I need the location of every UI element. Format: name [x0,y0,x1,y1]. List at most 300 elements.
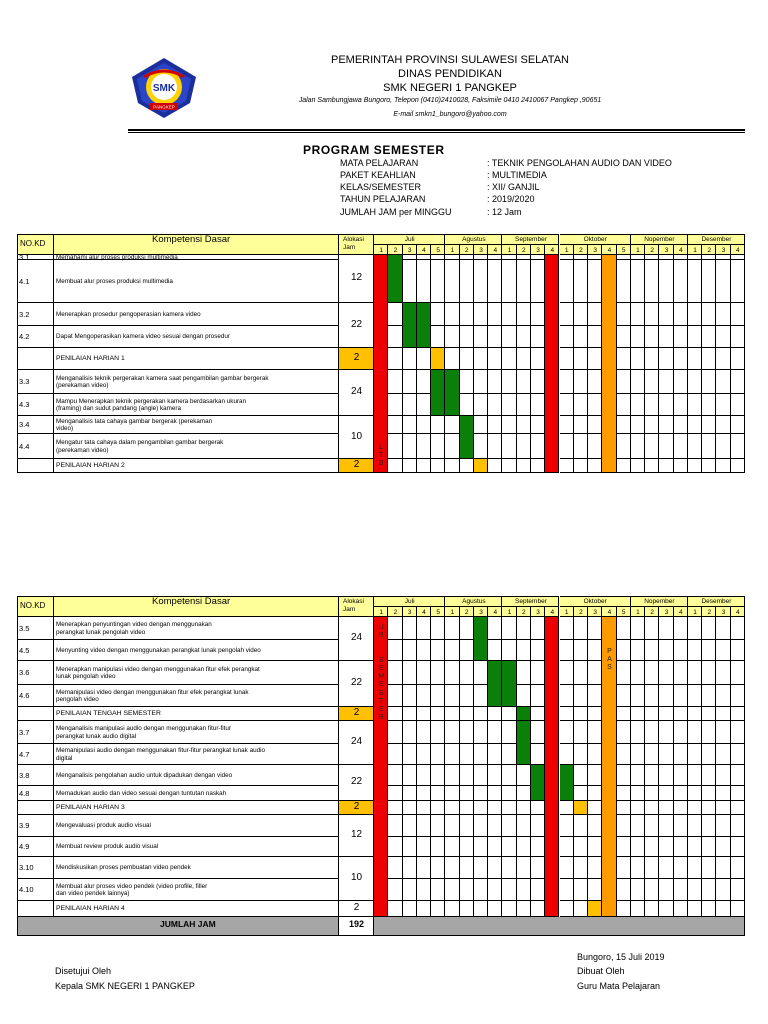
gantt-cell [531,661,545,685]
gantt-cell [731,661,745,685]
gantt-cell [631,721,645,744]
gantt-cell [659,416,673,434]
school-logo [130,57,198,119]
gantt-cell [688,765,702,786]
gantt-cell [560,640,574,661]
gantt-cell [731,348,745,370]
header-week-label: 1 [564,246,569,254]
gantt-cell [731,721,745,744]
gantt-cell [588,434,602,459]
alokasi-value: 24 [350,386,363,397]
header-week-label: 2 [464,608,469,616]
gantt-bar-red [545,255,559,473]
gantt-cell [517,801,531,815]
gantt-cell [502,348,516,370]
header-week-label: 4 [678,608,683,616]
gantt-cell [488,721,502,744]
gantt-bar-green [488,661,502,707]
gantt-cell [431,901,445,917]
gantt-cell [445,416,459,434]
kd-text: digital [56,754,73,762]
header-week-label: 4 [607,246,612,254]
gantt-cell [517,815,531,837]
gantt-cell [502,786,516,801]
gantt-cell [460,303,474,326]
gantt-cell [574,640,588,661]
kd-text: (perekaman video) [56,382,109,389]
alokasi-value: 24 [350,736,363,747]
alokasi-value: 2 [353,707,360,718]
gantt-cell [617,744,631,765]
gantt-cell [502,765,516,786]
gantt-cell [531,901,545,917]
gantt-cell [688,326,702,348]
gantt-cell [474,857,488,879]
gantt-cell [460,901,474,917]
alokasi-value: 10 [350,430,363,442]
gantt-cell [388,459,402,473]
gantt-cell [716,370,730,394]
header-week-label: 3 [407,608,412,616]
gantt-cell [531,707,545,721]
gantt-cell [488,459,502,473]
gantt-cell [403,707,417,721]
gantt-cell [702,661,716,685]
vertical-label-letter: S [378,689,384,697]
gantt-cell [702,617,716,640]
gantt-cell [574,786,588,801]
gantt-cell [574,434,588,459]
gantt-cell [445,326,459,348]
total-label: JUMLAH JAM [160,919,216,929]
gantt-cell [474,707,488,721]
gantt-cell [716,459,730,473]
gantt-cell [674,786,688,801]
gantt-bar-green [403,303,417,348]
gantt-cell [645,837,659,857]
gantt-cell [417,434,431,459]
gantt-cell [417,394,431,416]
kd-number: 3.9 [19,821,30,830]
header-week-label: 4 [678,246,683,254]
gantt-cell [716,303,730,326]
gantt-cell [688,416,702,434]
gantt-cell [588,765,602,786]
gantt-cell [588,661,602,685]
gantt-cell [688,434,702,459]
gantt-cell [631,744,645,765]
gantt-cell [531,394,545,416]
kd-text: Memanipulasi video dengan menggunakan fitur efek perangkat lunak [56,688,249,696]
gantt-cell [488,901,502,917]
header-week-label: 1 [379,246,383,254]
header-week-label: 1 [564,608,569,616]
gantt-cell [631,434,645,459]
gantt-cell [431,303,445,326]
gantt-cell [474,786,488,801]
gantt-cell [460,765,474,786]
gantt-cell [716,721,730,744]
gantt-cell [488,394,502,416]
gantt-cell [688,348,702,370]
gantt-cell [403,348,417,370]
gantt-cell [674,394,688,416]
gantt-cell [574,459,588,473]
gantt-cell [417,857,431,879]
alokasi-value: 10 [350,872,363,883]
kd-text: pengolah video [56,696,99,703]
header-school: SMK NEGERI 1 PANGKEP [383,82,517,94]
gantt-cell [674,260,688,303]
gantt-cell [645,857,659,879]
gantt-cell [645,370,659,394]
gantt-cell [560,685,574,707]
gantt-cell [560,815,574,837]
gantt-cell [403,685,417,707]
kd-text: Menyunting video dengan menggunakan perangkat lunak pengolah video [56,646,261,654]
gantt-cell [445,348,459,370]
gantt-cell [716,434,730,459]
gantt-cell [488,707,502,721]
gantt-cell [688,744,702,765]
gantt-cell [588,837,602,857]
gantt-cell [645,640,659,661]
gantt-cell [517,661,531,685]
gantt-bar-green [531,765,545,801]
gantt-cell [688,879,702,901]
gantt-cell [716,801,730,815]
gantt-cell [417,901,431,917]
gantt-cell [531,326,545,348]
gantt-cell [445,617,459,640]
gantt-cell [431,459,445,473]
header-week-label: 5 [621,246,626,254]
gantt-cell [403,837,417,857]
kd-text: Mengevaluasi produk audio visual [56,822,151,830]
gantt-cell [688,901,702,917]
gantt-cell [560,394,574,416]
header-no-kd: NO.KD [20,601,46,610]
alokasi-value: 2 [353,459,360,470]
gantt-cell [403,857,417,879]
gantt-cell [445,744,459,765]
kd-text: Memanipulasi audio dengan menggunakan fitur-fitur perangkat lunak audio [56,747,265,754]
gantt-bar-yellow [474,459,488,473]
gantt-cell [645,617,659,640]
gantt-cell [731,260,745,303]
gantt-cell [688,707,702,721]
kd-text: Memahami alur proses produksi multimedia [56,253,178,261]
header-week-label: 3 [721,246,726,254]
gantt-cell [588,459,602,473]
gantt-bar-red [374,255,388,473]
made-by-label: Dibuat Oleh [577,966,625,976]
gantt-cell [702,879,716,901]
gantt-cell [417,459,431,473]
header-week-label: 2 [464,246,469,254]
gantt-cell [674,857,688,879]
gantt-cell [588,721,602,744]
gantt-cell [716,707,730,721]
gantt-cell [431,744,445,765]
kd-text: perangkat lunak pengolah video [56,628,146,636]
gantt-cell [659,765,673,786]
gantt-cell [417,707,431,721]
gantt-cell [388,721,402,744]
gantt-cell [645,416,659,434]
vertical-label-letter: A [607,656,612,664]
header-week-label: 5 [621,608,626,616]
total-value: 192 [348,919,365,929]
gantt-cell [474,744,488,765]
header-rule [128,129,745,131]
gantt-cell [488,801,502,815]
gantt-cell [645,685,659,707]
gantt-cell [702,786,716,801]
gantt-cell [574,707,588,721]
gantt-cell [431,786,445,801]
gantt-cell [417,801,431,815]
header-month-label: Oktober [583,236,607,243]
gantt-cell [645,879,659,901]
gantt-cell [502,815,516,837]
kd-number: 4.8 [19,788,30,798]
gantt-cell [502,640,516,661]
gantt-cell [517,260,531,303]
gantt-cell [588,879,602,901]
info-label-year: TAHUN PELAJARAN [340,194,426,204]
gantt-cell [659,707,673,721]
total-gantt-cell [374,917,745,936]
gantt-cell [445,721,459,744]
gantt-cell [659,685,673,707]
gantt-cell [560,721,574,744]
info-value-package: : MULTIMEDIA [487,170,547,180]
gantt-cell [488,815,502,837]
gantt-cell [560,661,574,685]
gantt-cell [474,815,488,837]
alokasi-value: 22 [350,677,363,688]
gantt-cell [531,434,545,459]
gantt-cell [531,640,545,661]
gantt-cell [588,260,602,303]
assessment-label: PENILAIAN HARIAN 4 [56,905,125,913]
gantt-cell [403,394,417,416]
gantt-cell [460,370,474,394]
gantt-bar-yellow [431,348,445,370]
gantt-cell [403,879,417,901]
header-week-label: 1 [636,608,640,616]
gantt-cell [474,303,488,326]
gantt-cell [631,801,645,815]
gantt-cell [588,326,602,348]
kd-number: 4.5 [19,645,30,655]
gantt-cell [431,617,445,640]
gantt-cell [731,765,745,786]
gantt-cell [517,459,531,473]
gantt-cell [388,837,402,857]
gantt-cell [617,348,631,370]
gantt-cell [702,744,716,765]
gantt-cell [517,879,531,901]
gantt-cell [716,416,730,434]
gantt-cell [460,744,474,765]
gantt-cell [388,744,402,765]
gantt-cell [488,837,502,857]
gantt-cell [445,786,459,801]
gantt-cell [431,326,445,348]
gantt-cell [403,801,417,815]
kd-text: dan video pendek lainnya) [56,890,130,897]
gantt-cell [588,303,602,326]
header-month-label: Agustus [462,236,486,243]
header-alokasi-jam: Alokasi Jam [343,598,364,613]
gantt-cell [531,801,545,815]
alokasi-value: 2 [353,902,360,913]
gantt-cell [531,260,545,303]
kd-text: (perekaman video) [56,446,109,454]
gantt-cell [517,765,531,786]
gantt-cell [574,370,588,394]
gantt-cell [688,394,702,416]
gantt-bar-green [388,255,402,303]
gantt-cell [731,434,745,459]
kd-number: 3.5 [19,623,30,633]
gantt-cell [688,459,702,473]
gantt-cell [731,459,745,473]
gantt-cell [617,370,631,394]
gantt-cell [403,416,417,434]
gantt-cell [403,459,417,473]
gantt-cell [531,370,545,394]
gantt-cell [588,707,602,721]
gantt-cell [617,617,631,640]
gantt-cell [617,416,631,434]
gantt-cell [574,744,588,765]
gantt-cell [716,685,730,707]
gantt-cell [631,837,645,857]
gantt-cell [388,348,402,370]
kd-number: 3.7 [19,727,30,737]
gantt-cell [716,857,730,879]
alokasi-value: 12 [350,829,363,840]
gantt-cell [474,394,488,416]
kd-number: 4.9 [19,842,30,851]
gantt-cell [531,857,545,879]
gantt-cell [659,721,673,744]
gantt-cell [617,260,631,303]
kd-text: Mampu Menerapkan teknik pergerakan kamera berdasarkan ukuran [56,397,247,405]
gantt-cell [417,765,431,786]
gantt-cell [631,640,645,661]
gantt-cell [417,370,431,394]
gantt-cell [631,370,645,394]
header-week-label: 4 [550,246,555,254]
gantt-cell [674,348,688,370]
gantt-cell [417,617,431,640]
gantt-cell [517,786,531,801]
vertical-label-letter: T [378,697,384,705]
gantt-cell [659,879,673,901]
gantt-cell [531,879,545,901]
header-month-label: September [515,236,547,243]
gantt-cell [388,434,402,459]
header-month-label: Nopember [644,598,675,605]
gantt-bar-orange [602,255,616,473]
info-label-subject: MATA PELAJARAN [340,158,419,168]
gantt-cell [588,801,602,815]
gantt-cell [731,815,745,837]
gantt-cell [659,326,673,348]
gantt-cell [560,801,574,815]
gantt-cell [488,786,502,801]
gantt-cell [645,661,659,685]
gantt-cell [460,685,474,707]
gantt-cell [645,434,659,459]
gantt-cell [488,260,502,303]
gantt-cell [574,685,588,707]
gantt-cell [659,459,673,473]
gantt-cell [731,394,745,416]
header-week-label: 2 [579,246,583,254]
gantt-cell [674,326,688,348]
gantt-cell [474,260,488,303]
vertical-label-letter: S [378,656,384,664]
kd-text: Menganalisis manipulasi audio dengan menggunakan fitur-fitur [56,725,232,732]
vertical-label-letter: P [607,648,612,655]
header-address: Jalan Sambungjawa Bungoro, Telepon (0410)2410028, Faksimile 0410 2410067 Pangkep ,90651 [298,97,602,104]
gantt-cell [417,640,431,661]
gantt-cell [417,837,431,857]
gantt-cell [517,434,531,459]
row-no-cell [17,348,54,370]
gantt-bar-green [560,765,574,801]
gantt-cell [502,370,516,394]
gantt-cell [388,815,402,837]
kd-number: 3.4 [19,420,30,429]
gantt-cell [659,801,673,815]
gantt-cell [445,837,459,857]
header-week-label: 3 [593,608,597,616]
gantt-cell [460,348,474,370]
row-no-cell [17,459,54,473]
gantt-cell [474,765,488,786]
gantt-cell [431,640,445,661]
gantt-cell [517,901,531,917]
kd-text: lunak pengolah video [56,673,116,680]
gantt-cell [417,815,431,837]
gantt-cell [659,857,673,879]
header-week-label: 3 [593,246,597,254]
gantt-cell [716,815,730,837]
gantt-cell [388,326,402,348]
header-alokasi-jam: Alokasi Jam [343,236,364,251]
vertical-label-letter: E [378,681,384,689]
gantt-cell [502,744,516,765]
gantt-cell [502,879,516,901]
gantt-cell [388,370,402,394]
gantt-cell [488,857,502,879]
gantt-cell [674,837,688,857]
gantt-cell [645,459,659,473]
kd-text: Mendiskusikan proses pembuatan video pendek [56,864,191,872]
gantt-cell [474,661,488,685]
gantt-cell [659,348,673,370]
gantt-cell [674,815,688,837]
header-week-label: 2 [522,246,526,254]
header-week-label: 4 [736,608,740,616]
assessment-label: PENILAIAN HARIAN 2 [56,462,125,470]
